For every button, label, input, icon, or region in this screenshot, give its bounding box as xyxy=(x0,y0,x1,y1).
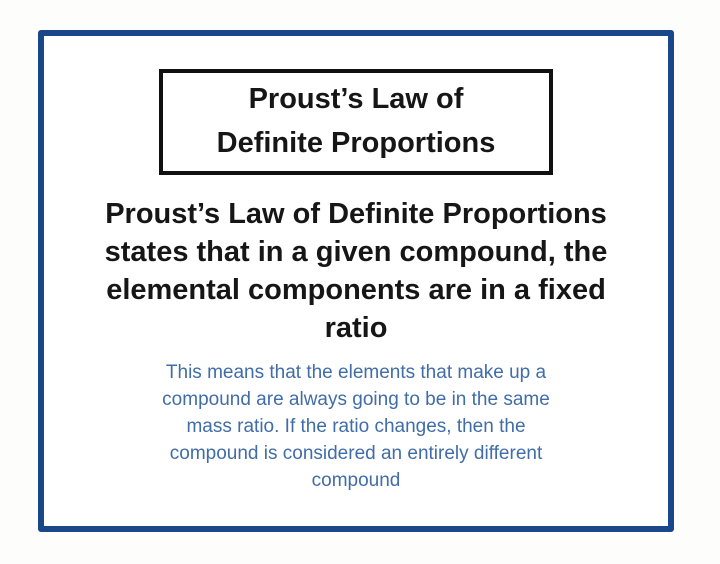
note-line: compound xyxy=(311,470,401,491)
note-line: compound is considered an entirely different xyxy=(169,443,543,464)
statement-text xyxy=(44,195,668,347)
note-text xyxy=(44,359,668,494)
note-line: This means that the elements that make up a xyxy=(165,362,547,383)
title-box xyxy=(159,69,553,175)
title-line-1: Proust’s Law of xyxy=(248,83,464,115)
statement-line: states that in a given compound, the xyxy=(104,236,608,268)
statement-line: elemental components are in a fixed xyxy=(106,274,606,306)
slide-frame xyxy=(38,30,674,532)
note-line: compound are always going to be in the same xyxy=(162,389,550,410)
note-line: mass ratio. If the ratio changes, then the xyxy=(186,416,526,437)
title-line-2: Definite Proportions xyxy=(216,127,496,159)
statement-line: ratio xyxy=(324,312,388,344)
statement-line: Proust’s Law of Definite Proportions xyxy=(105,198,607,230)
